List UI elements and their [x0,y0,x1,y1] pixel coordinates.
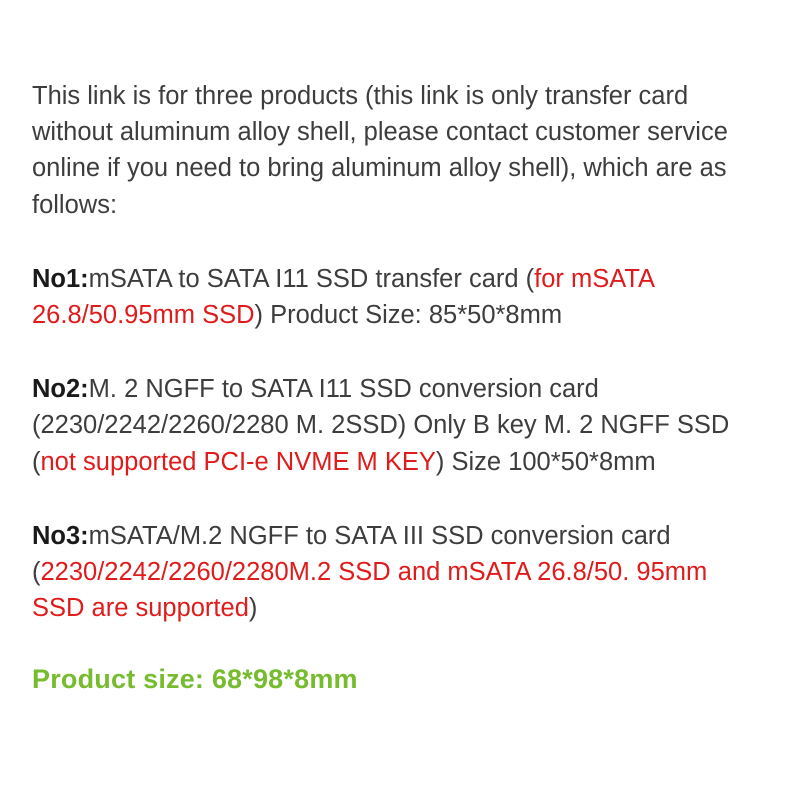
product-3-text-before: mSATA/M.2 NGFF to SATA III SSD conversion card ( [32,521,671,587]
product-item-2 [32,371,757,480]
product-item-3 [32,518,757,627]
product-1-text-before: mSATA to SATA I11 SSD transfer card ( [88,264,535,293]
product-3-highlight: 2230/2242/2260/2280M.2 SSD and mSATA 26.8/50. 95mm SSD are supported [32,558,708,623]
product-3-text-after: ) [248,594,258,623]
product-1-highlight: for mSATA 26.8/50.95mm SSD [32,264,654,330]
product-size-footer: Product size: 68*98*8mm [32,664,358,695]
product-3-label: No3: [32,521,89,550]
product-2-text-before: M. 2 NGFF to SATA I11 SSD conversion card (2230/2242/2260/2280 M. 2SSD) Only B key M. 2 NGFF SSD ( [32,375,730,476]
product-1-text-after: ) Product Size: 85*50*8mm [254,301,563,330]
product-2-highlight: not supported PCI-e NVME M KEY [40,447,436,476]
intro-paragraph: This link is for three products (this link is only transfer card without aluminum alloy shell, please contact customer service online if you need to bring aluminum alloy shell), which are as follows: [32,82,728,219]
product-2-text-after: ) Size 100*50*8mm [435,447,656,476]
product-2-label: No2: [32,375,89,404]
product-1-label: No1: [32,264,89,293]
product-item-1 [32,261,757,333]
